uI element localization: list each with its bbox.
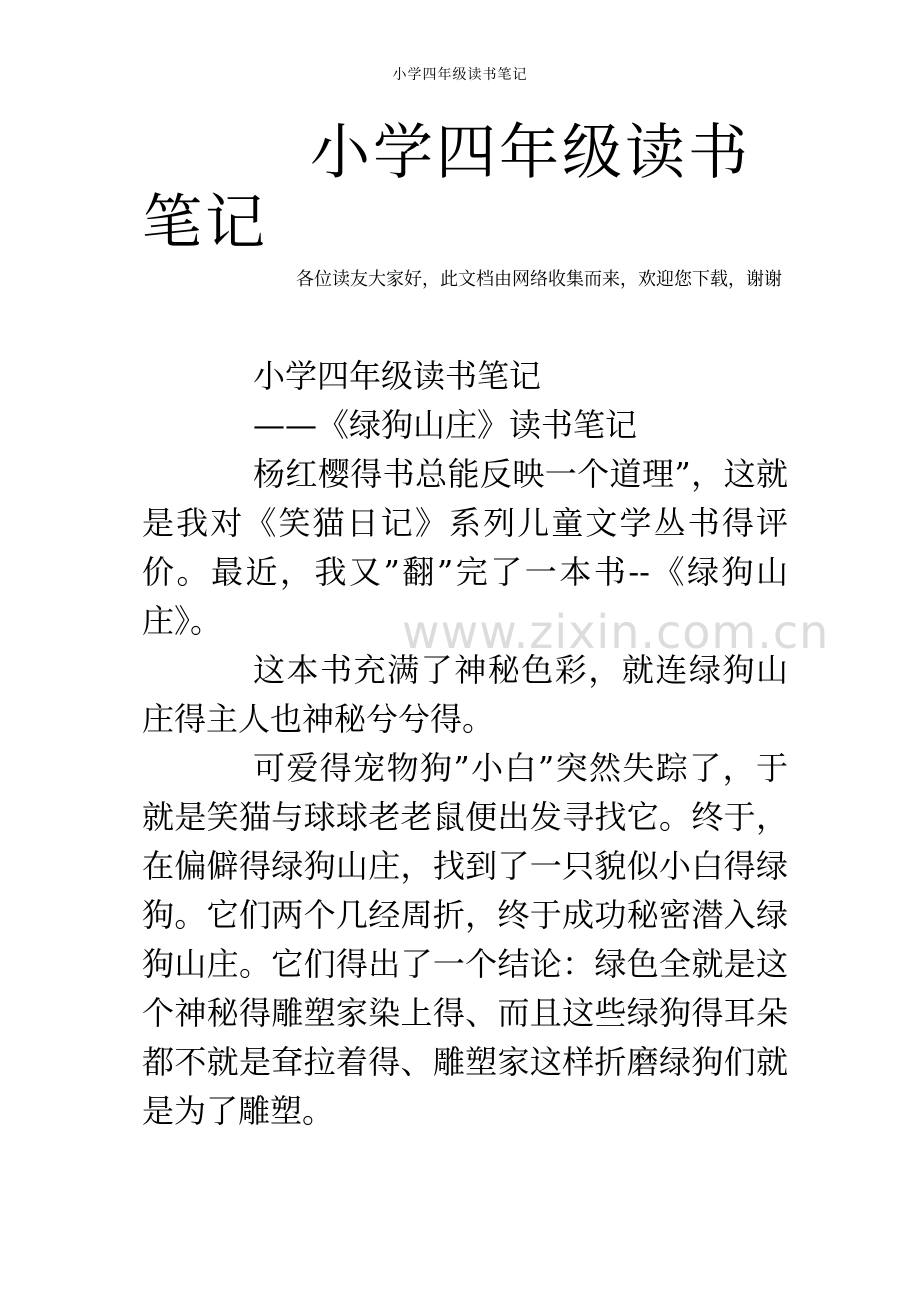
section-subheading: ——《绿狗山庄》读书笔记 xyxy=(253,406,638,444)
watermark: www.zixin.com.cn xyxy=(402,605,830,659)
document-body xyxy=(142,352,788,1136)
body-paragraph: 这本书充满了神秘色彩，就连绿狗山庄得主人也神秘兮兮得。 xyxy=(142,651,788,738)
intro-line: 各位读友大家好，此文档由网络收集而来，欢迎您下载，谢谢 xyxy=(296,269,782,290)
document-title: 小学四年级读书笔记 xyxy=(142,118,751,258)
body-paragraph: 杨红樱得书总能反映一个道理”，这就是我对《笑猫日记》系列儿童文学丛书得评价。最近，我又”翻”完了一本书--《绿狗山庄》。 xyxy=(142,455,788,640)
section-heading: 小学四年级读书笔记 xyxy=(253,357,542,395)
body-paragraph: 可爱得宠物狗”小白”突然失踪了，于就是笑猫与球球老老鼠便出发寻找它。终于，在偏僻得绿狗山庄，找到了一只貌似小白得绿狗。它们两个几经周折，终于成功秘密潜入绿狗山庄。它们得出了一个结论：绿色全就是这个神秘得雕塑家染上得、而且这些绿狗得耳朵都不就是耷拉着得、雕塑家这样折磨绿狗们就是为了雕塑。 xyxy=(142,749,788,1130)
running-header: 小学四年级读书笔记 xyxy=(392,67,528,83)
